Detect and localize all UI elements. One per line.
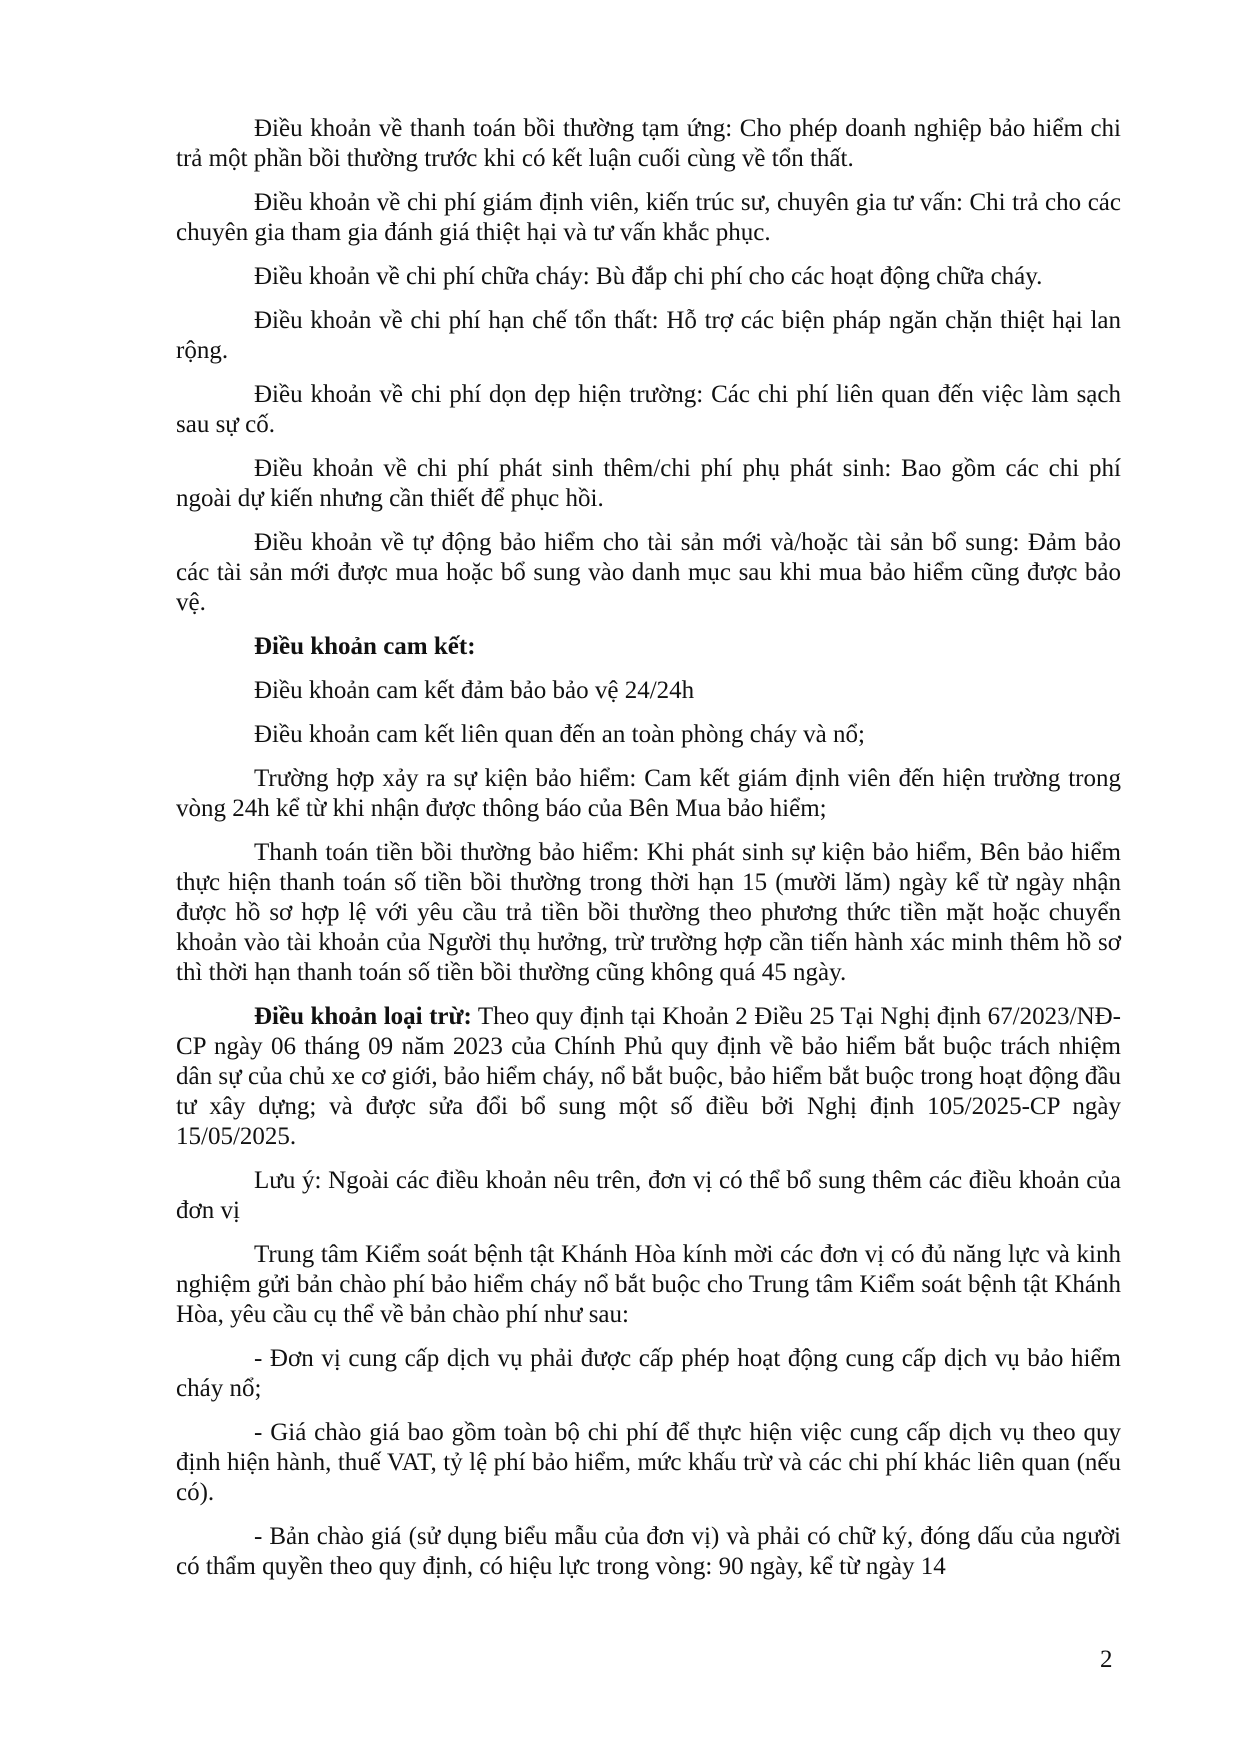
paragraph-advance-payment: Điều khoản về thanh toán bồi thường tạm ứng: Cho phép doanh nghiệp bảo hiểm chi trả một phần bồi thường trước khi có kết luận cuối cùng về tổn thất. (176, 115, 1121, 172)
paragraph-assessor-costs: Điều khoản về chi phí giám định viên, kiến trúc sư, chuyên gia tư vấn: Chi trả cho các chuyên gia tham gia đánh giá thiệt hại và tư vấn khắc phục. (176, 189, 1121, 246)
exclusion-paragraph (176, 1002, 1121, 1152)
commitment-item: Điều khoản cam kết liên quan đến an toàn phòng cháy và nổ; (254, 721, 865, 748)
commitment-item: Trường hợp xảy ra sự kiện bảo hiểm: Cam kết giám định viên đến hiện trường trong vòng 24h kể từ khi nhận được thông báo của Bên Mua bảo hiểm; (176, 765, 1121, 822)
paragraph-loss-limitation: Điều khoản về chi phí hạn chế tổn thất: Hỗ trợ các biện pháp ngăn chặn thiệt hại lan rộng. (176, 307, 1121, 364)
note-paragraph: Lưu ý: Ngoài các điều khoản nêu trên, đơn vị có thể bổ sung thêm các điều khoản của đơn vị (176, 1167, 1121, 1224)
exclusion-label: Điều khoản loại trừ: (254, 1003, 472, 1030)
requirement-item: - Bản chào giá (sử dụng biểu mẫu của đơn vị) và phải có chữ ký, đóng dấu của người có thẩm quyền theo quy định, có hiệu lực trong vòng: 90 ngày, kể từ ngày 14 (176, 1523, 1121, 1580)
paragraph-firefighting-costs: Điều khoản về chi phí chữa cháy: Bù đắp chi phí cho các hoạt động chữa cháy. (254, 263, 1043, 290)
commitment-heading: Điều khoản cam kết: (254, 633, 476, 660)
requirement-item: - Đơn vị cung cấp dịch vụ phải được cấp phép hoạt động cung cấp dịch vụ bảo hiểm cháy nổ; (176, 1345, 1121, 1402)
requirement-item: - Giá chào giá bao gồm toàn bộ chi phí để thực hiện việc cung cấp dịch vụ theo quy định hiện hành, thuế VAT, tỷ lệ phí bảo hiểm, mức khấu trừ và các chi phí khác liên quan (nếu có). (176, 1419, 1121, 1506)
commitment-item: Thanh toán tiền bồi thường bảo hiểm: Khi phát sinh sự kiện bảo hiểm, Bên bảo hiểm thực hiện thanh toán số tiền bồi thường trong thời hạn 15 (mười lăm) ngày kể từ ngày nhận được hồ sơ hợp lệ với yêu cầu trả tiền bồi thường theo phương thức tiền mặt hoặc chuyển khoản vào tài khoản của Người thụ hưởng, trừ trường hợp cần tiến hành xác minh thêm hồ sơ thì thời hạn thanh toán số tiền bồi thường cũng không quá 45 ngày. (176, 839, 1121, 986)
paragraph-site-cleanup: Điều khoản về chi phí dọn dẹp hiện trường: Các chi phí liên quan đến việc làm sạch sau sự cố. (176, 381, 1121, 438)
document-body (176, 114, 1121, 1596)
page-number: 2 (1100, 1646, 1113, 1673)
invitation-paragraph: Trung tâm Kiểm soát bệnh tật Khánh Hòa kính mời các đơn vị có đủ năng lực và kinh nghiệm gửi bản chào phí bảo hiểm cháy nổ bắt buộc cho Trung tâm Kiểm soát bệnh tật Khánh Hòa, yêu cầu cụ thể về bản chào phí như sau: (176, 1241, 1121, 1328)
paragraph-new-assets: Điều khoản về tự động bảo hiểm cho tài sản mới và/hoặc tài sản bổ sung: Đảm bảo các tài sản mới được mua hoặc bổ sung vào danh mục sau khi mua bảo hiểm cũng được bảo vệ. (176, 529, 1121, 616)
paragraph-additional-costs: Điều khoản về chi phí phát sinh thêm/chi phí phụ phát sinh: Bao gồm các chi phí ngoài dự kiến nhưng cần thiết để phục hồi. (176, 455, 1121, 512)
commitment-item: Điều khoản cam kết đảm bảo bảo vệ 24/24h (254, 677, 695, 704)
exclusion-text: Theo quy định tại Khoản 2 Điều 25 Tại Nghị định 67/2023/NĐ-CP ngày 06 tháng 09 năm 2023 của Chính Phủ quy định về bảo hiểm bắt buộc trách nhiệm dân sự của chủ xe cơ giới, bảo hiểm cháy, nổ bắt buộc, bảo hiểm bắt buộc trong hoạt động đầu tư xây dựng; và được sửa đổi bổ sung một số điều bởi Nghị định 105/2025-CP ngày 15/05/2025. (176, 1003, 1121, 1150)
